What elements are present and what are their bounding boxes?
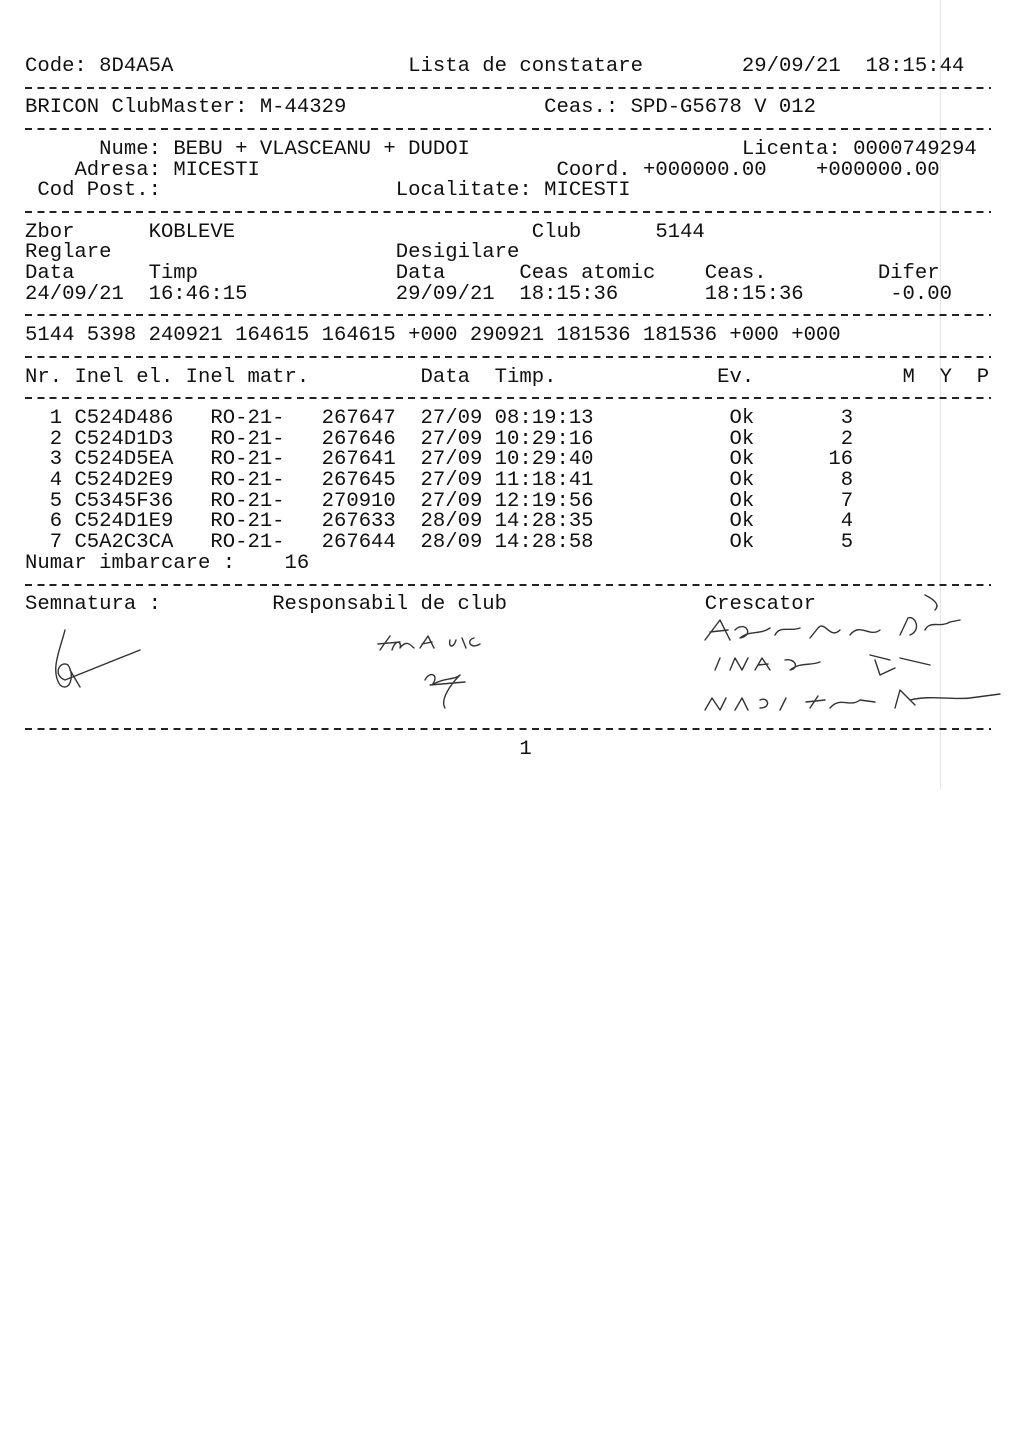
ring-number: 267646: [321, 427, 396, 451]
electronic-ring: C5A2C3CA: [74, 531, 174, 555]
license-label: Licenta:: [741, 137, 841, 161]
clock-time: 18:15:36: [704, 282, 804, 306]
arrival-time: 10:29:40: [494, 448, 594, 472]
ring-number: 270910: [321, 489, 396, 513]
event-status: Ok: [729, 448, 755, 472]
postcode-label: Cod Post.:: [37, 179, 161, 203]
col-nr: Nr.: [25, 365, 63, 389]
ring-count: 2: [840, 427, 854, 451]
unseal-date-label: Data: [395, 262, 446, 285]
row-number: 1: [49, 406, 63, 430]
row-number: 5: [49, 489, 63, 513]
locality-label: Localitate:: [395, 179, 532, 203]
ring-count: 4: [840, 510, 854, 534]
set-date: 24/09/21: [25, 282, 124, 306]
signature-label: Semnatura :: [25, 593, 161, 617]
electronic-ring: C5345F36: [74, 489, 174, 513]
ring-prefix: RO-21-: [210, 510, 285, 534]
coord-1: +000000.00: [643, 158, 767, 182]
arrival-date: 27/09: [420, 489, 483, 513]
ring-prefix: RO-21-: [210, 448, 285, 472]
col-m: M: [902, 365, 915, 389]
col-p: P: [976, 365, 990, 389]
ring-prefix: RO-21-: [210, 531, 285, 555]
name-value: BEBU + VLASCEANU + DUDOI: [173, 137, 470, 161]
name-label: Nume:: [99, 137, 161, 161]
flight-label: Zbor: [25, 220, 75, 244]
clock-label: Ceas.:: [544, 96, 619, 120]
set-time-label: Timp: [148, 262, 199, 285]
event-status: Ok: [729, 531, 755, 555]
col-date: Data: [420, 365, 470, 389]
coord-label: Coord.: [556, 158, 631, 182]
page-number: 1: [519, 738, 532, 762]
divider: [25, 87, 991, 89]
electronic-ring: C524D2E9: [74, 469, 174, 492]
arrival-time: 12:19:56: [494, 489, 594, 513]
arrival-date: 27/09: [420, 427, 483, 451]
ring-count: 16: [828, 448, 854, 472]
breeder-label: Crescator: [704, 593, 817, 617]
header-time: 18:15:44: [865, 55, 965, 78]
ring-number: 267647: [321, 406, 396, 430]
event-status: Ok: [729, 469, 755, 492]
atomic-time: 18:15:36: [519, 282, 619, 306]
flight-value: KOBLEVE: [148, 220, 236, 244]
unseal-date: 29/09/21: [395, 282, 495, 306]
arrival-time: 10:29:16: [494, 427, 594, 451]
ring-number: 267644: [321, 531, 396, 555]
ring-prefix: RO-21-: [210, 427, 285, 451]
ring-number: 267645: [321, 469, 396, 492]
divider: [25, 356, 991, 358]
code-line: 5144 5398 240921 164615 164615 +000 290921 181536 181536 +000 +000: [25, 324, 841, 348]
ring-count: 7: [840, 489, 854, 513]
arrival-date: 28/09: [420, 531, 483, 555]
ring-number: 267633: [321, 510, 396, 534]
address-label: Adresa:: [74, 158, 161, 182]
document-title: Lista de constatare: [408, 55, 643, 78]
divider: [25, 128, 991, 130]
ring-prefix: RO-21-: [210, 406, 285, 430]
electronic-ring: C524D486: [74, 406, 174, 430]
event-status: Ok: [729, 406, 755, 430]
electronic-ring: C524D5EA: [74, 448, 174, 472]
arrival-time: 11:18:41: [494, 469, 594, 492]
handwritten-signature: [370, 630, 520, 715]
divider: [25, 397, 991, 399]
col-time: Timp.: [494, 365, 557, 389]
address-value: MICESTI: [173, 158, 260, 182]
difference: -0.00: [890, 282, 952, 306]
divider: [25, 728, 991, 730]
basketed-value: 16: [284, 551, 310, 575]
divider: [25, 211, 991, 213]
code-value: 8D4A5A: [99, 55, 174, 78]
unsealing-label: Desigilare: [395, 241, 520, 265]
divider: [25, 314, 991, 316]
license-value: 0000749294: [853, 137, 977, 161]
arrival-date: 27/09: [420, 469, 483, 492]
atomic-clock-label: Ceas atomic: [519, 262, 656, 285]
col-ev: Ev.: [717, 365, 755, 389]
clubmaster-label: BRICON ClubMaster:: [25, 96, 248, 120]
coord-2: +000000.00: [816, 158, 940, 182]
clock-time-label: Ceas.: [704, 262, 767, 285]
arrival-date: 27/09: [420, 448, 483, 472]
row-number: 3: [49, 448, 63, 472]
arrival-time: 08:19:13: [494, 406, 594, 430]
electronic-ring: C524D1E9: [74, 510, 174, 534]
event-status: Ok: [729, 510, 755, 534]
basketed-label: Numar imbarcare :: [25, 551, 236, 575]
setting-label: Reglare: [25, 241, 112, 265]
divider: [25, 584, 991, 586]
row-number: 4: [49, 469, 63, 492]
ring-count: 5: [840, 531, 854, 555]
arrival-date: 27/09: [420, 406, 483, 430]
row-number: 2: [49, 427, 63, 451]
difference-label: Difer: [877, 262, 940, 285]
event-status: Ok: [729, 489, 755, 513]
row-number: 6: [49, 510, 63, 534]
col-ring-el: Inel el.: [74, 365, 174, 389]
ring-count: 3: [840, 406, 854, 430]
ring-prefix: RO-21-: [210, 489, 285, 513]
ring-number: 267641: [321, 448, 396, 472]
set-date-label: Data: [25, 262, 75, 285]
header-date: 29/09/21: [741, 55, 841, 78]
event-status: Ok: [729, 427, 755, 451]
arrival-time: 14:28:35: [494, 510, 594, 534]
locality-value: MICESTI: [544, 179, 631, 203]
clock-value: SPD-G5678 V 012: [630, 96, 816, 120]
ring-count: 8: [840, 469, 854, 492]
club-value: 5144: [655, 220, 705, 244]
arrival-time: 14:28:58: [494, 531, 594, 555]
handwritten-signature: [700, 590, 1010, 725]
set-time: 16:46:15: [148, 282, 248, 306]
code-label: Code:: [25, 55, 87, 78]
row-number: 7: [49, 531, 63, 555]
handwritten-signature: [40, 625, 150, 695]
electronic-ring: C524D1D3: [74, 427, 174, 451]
club-label: Club: [531, 220, 582, 244]
arrival-date: 28/09: [420, 510, 483, 534]
ring-prefix: RO-21-: [210, 469, 285, 492]
col-ring: Inel matr.: [185, 365, 310, 389]
col-y: Y: [939, 365, 952, 389]
club-responsible-label: Responsabil de club: [272, 593, 507, 617]
clubmaster-value: M-44329: [259, 96, 347, 120]
